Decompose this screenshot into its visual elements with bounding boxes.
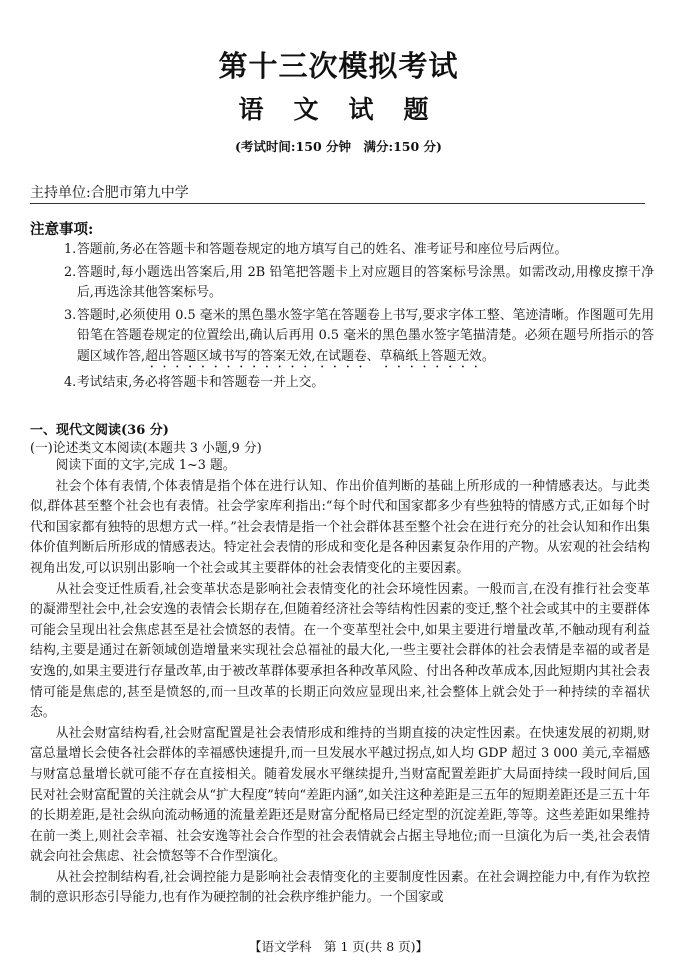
exam-info: (考试时间:150 分钟 满分:150 分) <box>235 139 442 154</box>
page-footer: 【语文学科 第 1 页(共 8 页)】 <box>248 939 429 954</box>
notice-item <box>64 240 654 261</box>
section-heading: 一、现代文阅读(36 分) <box>30 423 169 438</box>
notice-item-number: 4. <box>64 374 77 390</box>
notice-item <box>64 306 654 371</box>
exam-title: 第十三次模拟考试 <box>218 49 459 83</box>
reading-passage <box>30 456 650 909</box>
notice-heading: 注意事项: <box>30 221 94 238</box>
host-unit: 主持单位:合肥市第九中学 <box>30 185 189 201</box>
emphasized-text: 超出答题区域书写的答案无效,在试题卷、草稿纸上答题无效。 <box>145 348 495 364</box>
notice-item-text <box>77 306 654 371</box>
paragraph: 从社会财富结构看,社会财富配置是社会表情形成和维持的当期直接的决定性因素。在快速发展的初期,财富总量增长会使各社会群体的幸福感快速提升,而一旦发展水平越过拐点,如人均 GDP 超过 3 000 美元,幸福感与财富总量增长就可能不存在直接相关。随着发展水平继续提升,当财富配置差距扩大局面持续一段时间后,国民对社会财富配置的关注就会从“扩大程度”转向“差距内涵”,如关注这种差距是三五年的短期差距还是三五十年的长期差距,是社会纵向流动畅通的流量差距还是财富分配格局已经定型的沉淀差距,等等。这些差距如果维持在前一类上,则社会幸福、社会安逸等社会合作型的社会表情就会占据主导地位;而一旦演化为后一类,社会表情就会向社会焦虑、社会愤怒等不合作型演化。 <box>30 725 650 865</box>
notice-item-number: 1. <box>64 242 77 257</box>
notice-item <box>64 373 654 394</box>
notice-item-number: 3. <box>64 307 77 323</box>
notice-item-text: 考试结束,务必将答题卡和答题卷一并上交。 <box>77 374 325 390</box>
instruction: 阅读下面的文字,完成 1~3 题。 <box>55 458 236 473</box>
divider <box>30 203 645 204</box>
notice-item <box>64 263 654 304</box>
paragraph: 从社会变迁性质看,社会变革状态是影响社会表情变化的社会环境性因素。一般而言,在没有推行社会变革的凝滞型社会中,社会安逸的表情会长期存在,但随着经济社会等结构性因素的变迁,整个社会或其中的主要群体可能会呈现出社会焦虑甚至是社会愤怒的表情。在一个变革型社会中,如果主要进行增量改革,不触动现有利益结构,主要是通过在新领域创造增量来实现社会总福祉的最大化,一些主要社会群体的社会表情是幸福的或者是安逸的,如果主要进行存量改革,由于被改革群体要承担各种改革风险、付出各种改革成本,因此短期内其社会表情可能是焦虑的,甚至是愤怒的,而一旦改革的长期正向效应显现出来,社会整体上就会处于一种持续的幸福状态。 <box>30 581 650 721</box>
paragraph: 社会个体有表情,个体表情是指个体在进行认知、作出价值判断的基础上所形成的一种情感表达。与此类似,群体甚至整个社会也有表情。社会学家库利指出:“每个时代和国家都多少有些独特的情感方式,正如每个时代和国家都有独特的思想方式一样。”社会表情是指一个社会群体甚至整个社会在进行充分的社会认知和作出集体价值判断后所形成的情感表达。特定社会表情的形成和变化是各种因素复杂作用的产物。从宏观的社会结构视角出发,可以识别出影响一个社会或其主要群体的社会表情变化的主要因素。 <box>30 478 650 576</box>
notice-item-number: 2. <box>64 264 77 280</box>
notice-item-text-part: 答题时,必须使用 0.5 毫米的黑色墨水签字笔在答题卷上书写,要求字体工整、笔迹清晰。作图题可先用铅笔在答题卷规定的位置绘出,确认后再用 0.5 毫米的黑色墨水签字笔描清楚。必须在题号所指示的答题区域作答, <box>77 307 654 364</box>
notice-item-text: 答题前,务必在答题卡和答题卷规定的地方填写自己的姓名、准考证号和座位号后两位。 <box>77 242 568 257</box>
subsection-heading: (一)论述类文本阅读(本题共 3 小题,9 分) <box>30 441 262 456</box>
notice-item-text: 答题时,每小题选出答案后,用 2B 铅笔把答题卡上对应题目的答案标号涂黑。如需改动,用橡皮擦干净后,再选涂其他答案标号。 <box>77 264 654 300</box>
notice-list <box>64 240 654 395</box>
subject-title: 语文试题 <box>238 95 459 124</box>
paragraph: 从社会控制结构看,社会调控能力是影响社会表情变化的主要制度性因素。在社会调控能力中,有作为软控制的意识形态引导能力,也有作为硬控制的社会秩序维护能力。一个国家或 <box>30 869 650 906</box>
